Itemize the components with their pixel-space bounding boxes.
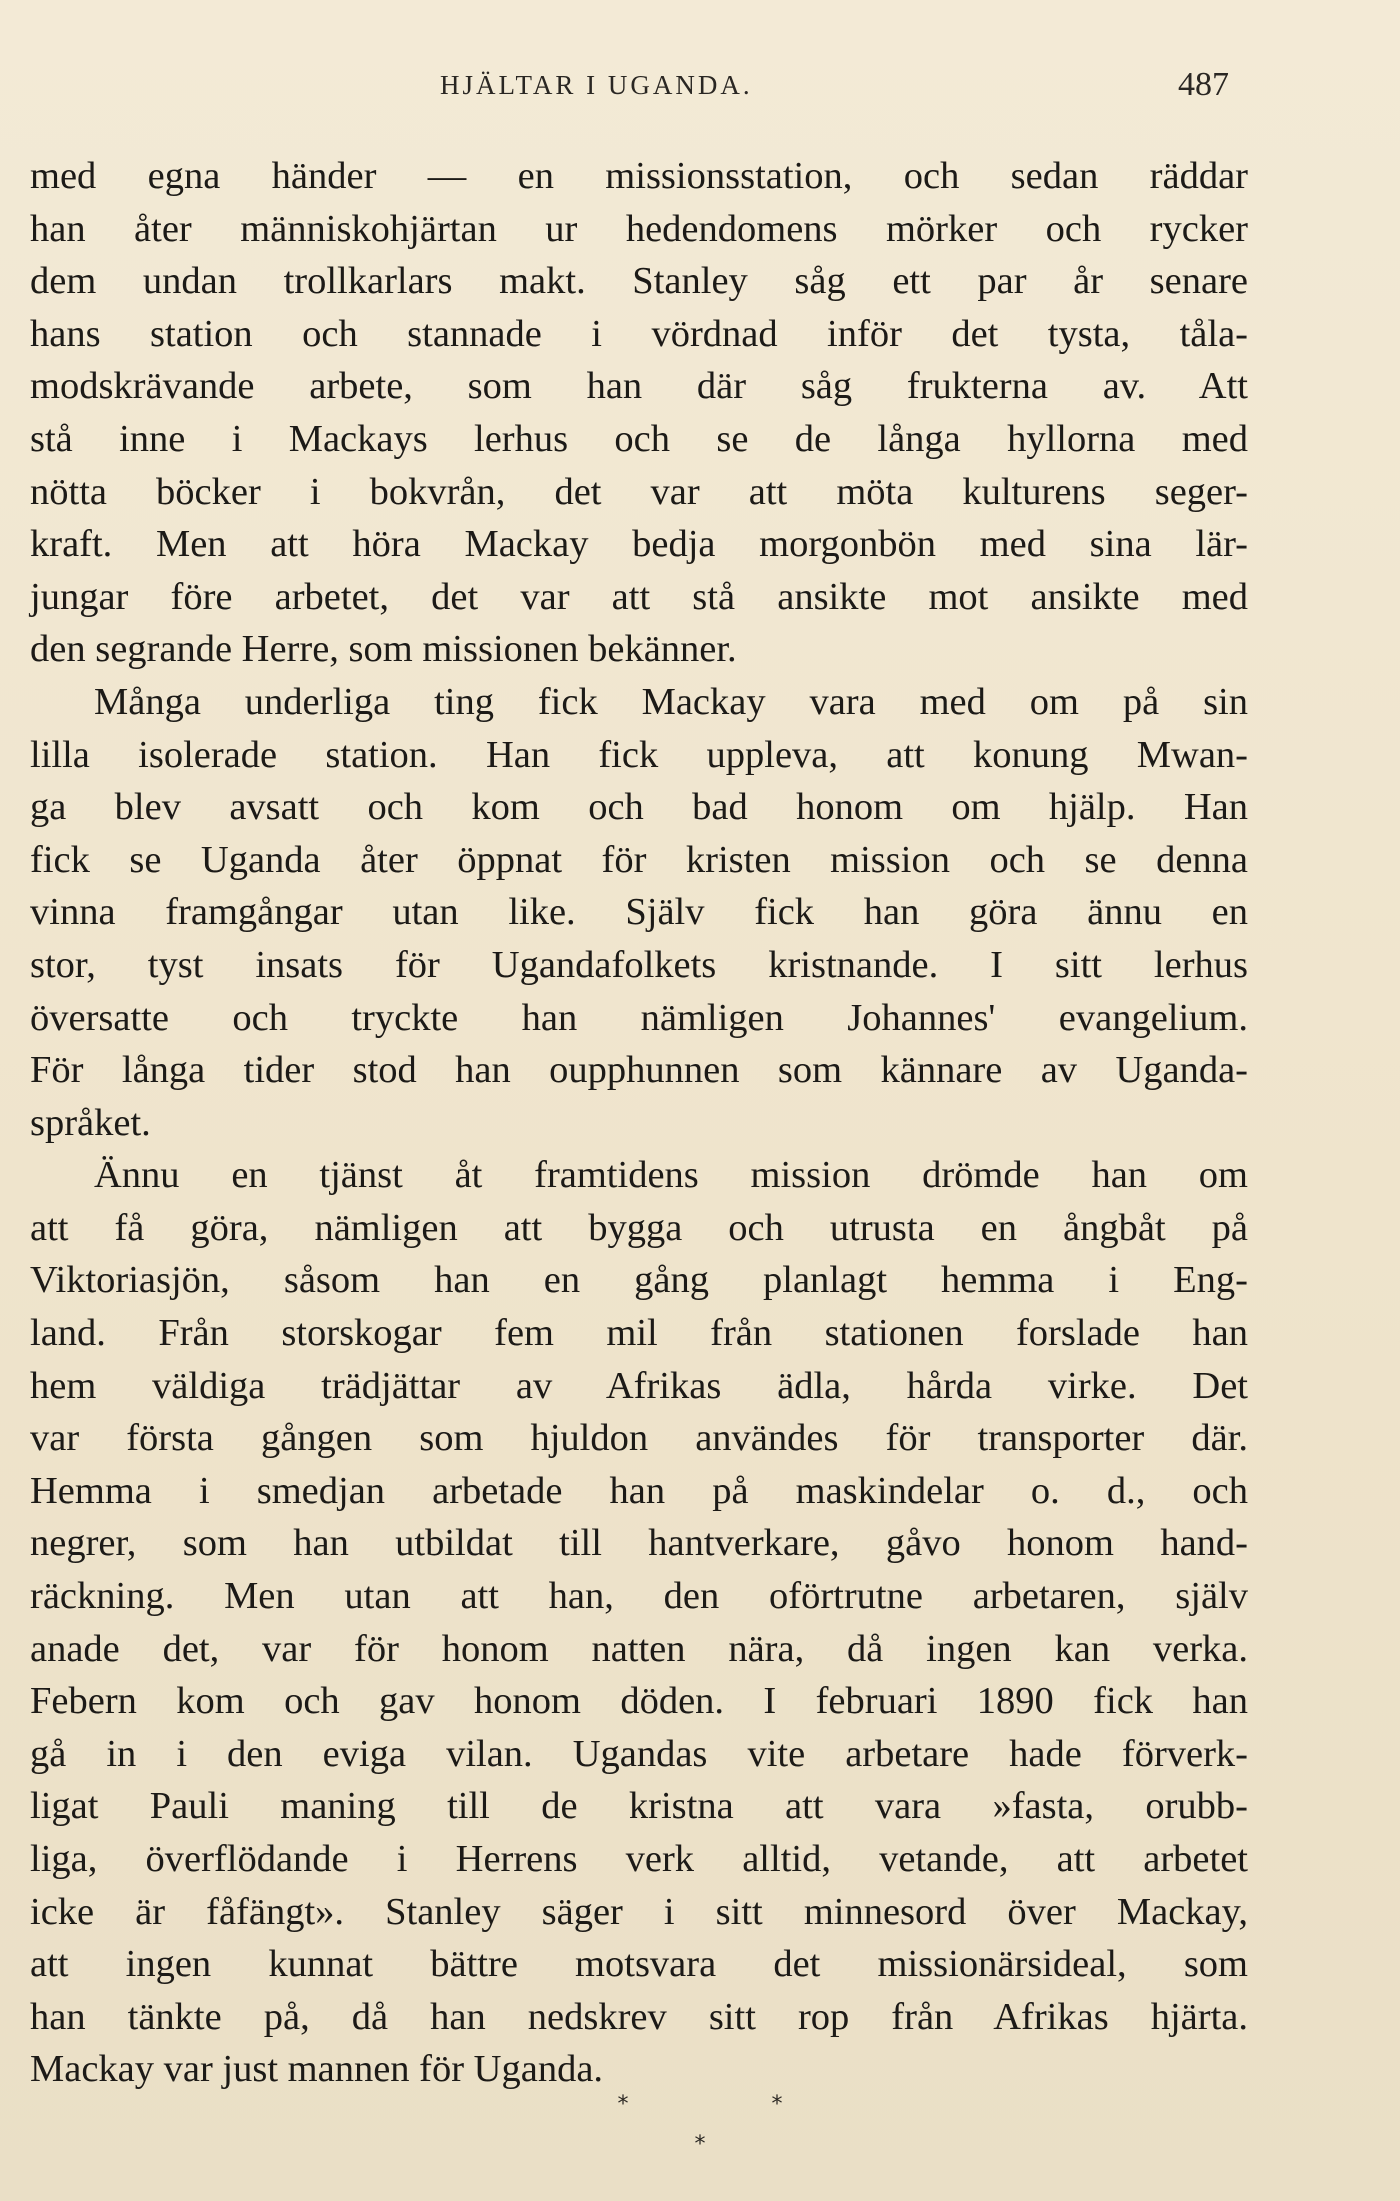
running-head xyxy=(0,66,1400,106)
section-ornament-bottom xyxy=(0,2132,1400,2157)
text-line: liga, överflödande i Herrens verk alltid, vetande, att arbetet xyxy=(30,1838,1248,1880)
text-line: Febern kom och gav honom döden. I februari 1890 fick han xyxy=(30,1680,1248,1723)
text-line: modskrävande arbete, som han där såg frukterna av. Att xyxy=(30,365,1248,408)
text-line: anade det, var för honom natten nära, då ingen kan verka. xyxy=(30,1627,1248,1670)
paragraph-end-line: den segrande Herre, som missionen bekänner. xyxy=(30,628,737,671)
paragraph-start-line: Många underliga ting fick Mackay vara med om på sin xyxy=(94,680,1248,723)
text-line: kraft. Men att höra Mackay bedja morgonbön med sina lär- xyxy=(30,523,1248,566)
asterisk-ornament: * xyxy=(771,2092,783,2117)
paragraph-start-line: Ännu en tjänst åt framtidens mission drömde han om xyxy=(94,1154,1248,1197)
asterisk-ornament: * xyxy=(694,2132,706,2157)
body-text xyxy=(30,150,1248,2096)
text-line: var första gången som hjuldon användes för transporter där. xyxy=(30,1417,1248,1460)
paragraph-end-line: Mackay var just mannen för Uganda. xyxy=(30,2048,604,2091)
text-line: För långa tider stod han oupphunnen som kännare av Uganda- xyxy=(30,1049,1248,1092)
text-line: räckning. Men utan att han, den oförtrutne arbetaren, själv xyxy=(30,1575,1248,1618)
text-line: hans station och stannade i vördnad inför det tysta, tåla- xyxy=(30,312,1248,355)
text-line: icke är fåfängt». Stanley säger i sitt minnesord över Mackay, xyxy=(30,1890,1248,1933)
text-line: lilla isolerade station. Han fick uppleva, att konung Mwan- xyxy=(30,733,1248,776)
text-line: att få göra, nämligen att bygga och utrusta en ångbåt på xyxy=(30,1206,1248,1249)
text-line: negrer, som han utbildat till hantverkare, gåvo honom hand- xyxy=(30,1522,1248,1565)
paragraph-end-line: språket. xyxy=(30,1101,151,1144)
text-line: nötta böcker i bokvrån, det var att möta kulturens seger- xyxy=(30,470,1248,513)
text-line: Hemma i smedjan arbetade han på maskindelar o. d., och xyxy=(30,1469,1248,1512)
text-line: dem undan trollkarlars makt. Stanley såg ett par år senare xyxy=(30,260,1248,303)
text-line: ligat Pauli maning till de kristna att vara »fasta, orubb- xyxy=(30,1785,1248,1828)
text-line: stor, tyst insats för Ugandafolkets kristnande. I sitt lerhus xyxy=(30,943,1248,986)
text-line: Viktoriasjön, såsom han en gång planlagt hemma i Eng- xyxy=(30,1259,1248,1302)
running-title: HJÄLTAR I UGANDA. xyxy=(440,70,753,100)
text-line: hem väldiga trädjättar av Afrikas ädla, hårda virke. Det xyxy=(30,1364,1248,1407)
text-line: stå inne i Mackays lerhus och se de långa hyllorna med xyxy=(30,417,1248,460)
text-line: han åter människohjärtan ur hedendomens mörker och rycker xyxy=(30,207,1248,250)
asterisk-ornament: * xyxy=(617,2092,629,2117)
text-line: att ingen kunnat bättre motsvara det missionärsideal, som xyxy=(30,1943,1248,1986)
text-line: vinna framgångar utan like. Själv fick han göra ännu en xyxy=(30,891,1248,934)
text-line: jungar före arbetet, det var att stå ansikte mot ansikte med xyxy=(30,575,1248,618)
text-line: han tänkte på, då han nedskrev sitt rop från Afrikas hjärta. xyxy=(30,1995,1248,2038)
text-line: ga blev avsatt och kom och bad honom om hjälp. Han xyxy=(30,786,1248,829)
section-ornament-top xyxy=(0,2092,1400,2117)
text-line: översatte och tryckte han nämligen Johannes' evangelium. xyxy=(30,996,1248,1039)
text-line: fick se Uganda åter öppnat för kristen mission och se denna xyxy=(30,838,1248,881)
page-number: 487 xyxy=(1178,66,1229,103)
text-line: gå in i den eviga vilan. Ugandas vite arbetare hade förverk- xyxy=(30,1732,1248,1775)
text-line: land. Från storskogar fem mil från stationen forslade han xyxy=(30,1312,1248,1355)
text-line: med egna händer — en missionsstation, och sedan räddar xyxy=(30,155,1248,197)
